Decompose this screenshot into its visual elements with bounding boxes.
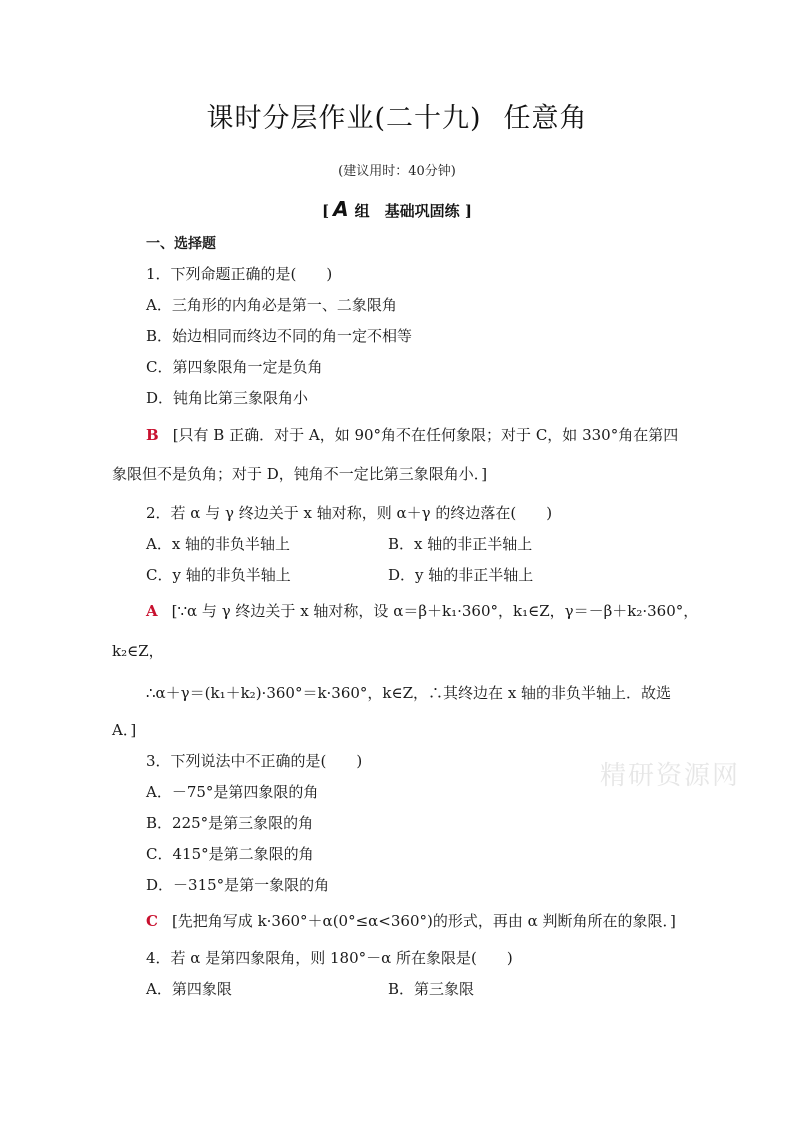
q4-option-a: A．第四象限 [146,980,232,998]
q4-option-b: B．第三象限 [388,980,475,998]
q1-expl-line1: [只有 B 正确．对于 A，如 90°角不在任何象限；对于 C，如 330°角在第四 [172,426,679,444]
q2-option-c: C．y 轴的非负半轴上 [146,566,291,584]
page-title [0,96,794,135]
q2-option-a: A．x 轴的非负半轴上 [146,535,291,553]
q3-expl-line1: [先把角写成 k·360°＋α(0°≤α<360°)的形式，再由 α 判断角所在的象限．] [171,912,676,930]
q3-option-a: A．－75°是第四象限的角 [146,783,319,801]
q1-answer: B [146,426,159,444]
q3-stem: 3．下列说法中不正确的是( ) [146,752,363,770]
q1-option-d: D．钝角比第三象限角小 [146,389,309,407]
q1-expl-line2: 象限但不是负角；对于 D，钝角不一定比第三象限角小．] [112,465,488,483]
q1-option-a: A．三角形的内角必是第一、二象限角 [146,296,397,314]
group-bracket-close: ] [464,202,472,220]
title-topic: 任意角 [503,103,588,134]
q2-expl-line1: [∵α 与 γ 终边关于 x 轴对称，设 α＝β＋k₁·360°，k₁∈Z，γ＝－β＋k₂·360°， [171,602,699,620]
section-heading: 一、选择题 [146,236,216,252]
q2-option-d: D．y 轴的非正半轴上 [388,566,534,584]
group-badge: A [333,197,349,221]
q1-option-b: B．始边相同而终边不同的角一定不相等 [146,327,413,345]
q3-option-b: B．225°是第三象限的角 [146,814,314,832]
q2-expl-line3: ∴α＋γ＝(k₁＋k₂)·360°＝k·360°，k∈Z，∴其终边在 x 轴的非负半轴上．故选 [146,684,672,702]
q1-option-c: C．第四象限角一定是负角 [146,358,323,376]
q2-option-b: B．x 轴的非正半轴上 [388,535,533,553]
q3-explanation [146,910,676,931]
q2-stem: 2．若 α 与 γ 终边关于 x 轴对称，则 α＋γ 的终边落在( ) [146,504,553,522]
q2-expl-line4: A．] [112,721,137,739]
group-bracket-open: [ [322,202,330,220]
group-label: 组 基础巩固练 [354,202,460,220]
group-heading [0,197,794,221]
q2-answer: A [146,602,158,620]
q3-option-c: C．415°是第二象限的角 [146,845,314,863]
q3-answer: C [146,912,158,930]
q2-expl-line2: k₂∈Z， [112,642,164,660]
q1-stem: 1．下列命题正确的是( ) [146,265,333,283]
q3-option-d: D．－315°是第一象限的角 [146,876,330,894]
q1-explanation [146,424,678,445]
watermark: 精研资源网 [600,761,741,791]
q2-explanation [146,600,698,621]
q4-stem: 4．若 α 是第四象限角，则 180°－α 所在象限是( ) [146,949,513,967]
title-main: 课时分层作业(二十九) [206,103,482,134]
suggested-time: (建议用时：40分钟) [338,164,456,179]
